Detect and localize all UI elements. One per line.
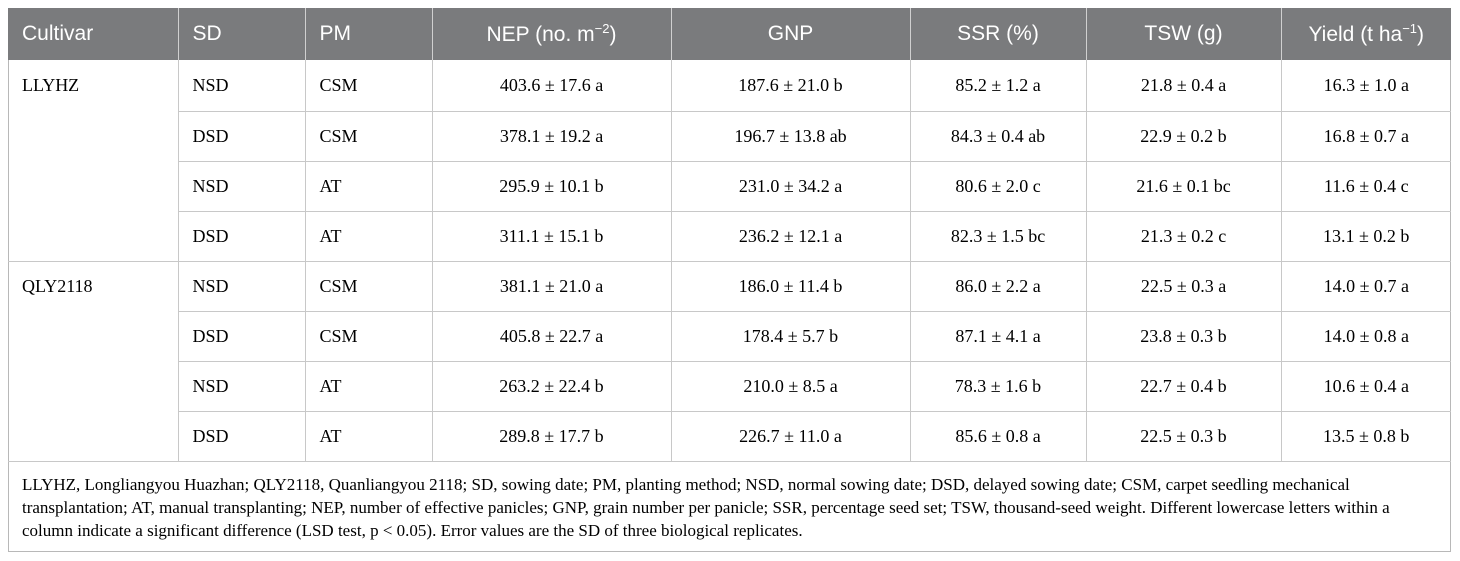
cell-cultivar [8, 361, 178, 411]
cell-nep: 263.2 ± 22.4 b [432, 361, 671, 411]
cell-tsw: 21.3 ± 0.2 c [1086, 211, 1281, 261]
cell-nep: 295.9 ± 10.1 b [432, 161, 671, 211]
cell-tsw: 21.6 ± 0.1 bc [1086, 161, 1281, 211]
cell-pm: AT [305, 411, 432, 461]
cell-sd: NSD [178, 60, 305, 111]
cell-sd: DSD [178, 311, 305, 361]
cell-yield: 14.0 ± 0.7 a [1281, 261, 1451, 311]
cell-ssr: 85.6 ± 0.8 a [910, 411, 1086, 461]
cell-gnp: 231.0 ± 34.2 a [671, 161, 910, 211]
cell-tsw: 22.5 ± 0.3 a [1086, 261, 1281, 311]
header-nep-sup: −2 [594, 21, 610, 36]
cell-pm: CSM [305, 261, 432, 311]
cell-tsw: 21.8 ± 0.4 a [1086, 60, 1281, 111]
cell-tsw: 23.8 ± 0.3 b [1086, 311, 1281, 361]
cell-cultivar: LLYHZ [22, 75, 80, 95]
cell-ssr: 86.0 ± 2.2 a [910, 261, 1086, 311]
cell-pm: AT [305, 161, 432, 211]
cell-gnp: 178.4 ± 5.7 b [671, 311, 910, 361]
cell-yield: 13.1 ± 0.2 b [1281, 211, 1451, 261]
cell-cultivar [8, 111, 178, 161]
header-ssr: SSR (%) [910, 8, 1086, 60]
cell-nep: 405.8 ± 22.7 a [432, 311, 671, 361]
header-yield [1281, 8, 1451, 60]
cell-nep: 381.1 ± 21.0 a [432, 261, 671, 311]
cell-pm: CSM [305, 60, 432, 111]
cell-ssr: 78.3 ± 1.6 b [910, 361, 1086, 411]
table-row [8, 211, 1451, 261]
cell-nep: 311.1 ± 15.1 b [432, 211, 671, 261]
cell-cultivar [8, 411, 178, 461]
table-footnote: LLYHZ, Longliangyou Huazhan; QLY2118, Quanliangyou 2118; SD, sowing date; PM, planting method; NSD, normal sowing date; DSD, delayed sowing date; CSM, carpet seedling mechanical transplantation; AT, manual transplanting; NEP, number of effective panicles; GNP, grain number per panicle; SSR, percentage seed set; TSW, thousand-seed weight. Different lowercase letters within a column indicate a significant difference (LSD test, p < 0.05). Error values are the SD of three biological replicates. [8, 461, 1451, 554]
cell-gnp: 187.6 ± 21.0 b [671, 60, 910, 111]
header-pm: PM [305, 8, 432, 60]
table-row [8, 261, 1451, 311]
cell-gnp: 236.2 ± 12.1 a [671, 211, 910, 261]
cell-pm: AT [305, 361, 432, 411]
table-row [8, 361, 1451, 411]
header-nep [432, 8, 671, 60]
cell-ssr: 82.3 ± 1.5 bc [910, 211, 1086, 261]
cell-sd: NSD [178, 261, 305, 311]
table-row [8, 311, 1451, 361]
cell-gnp: 196.7 ± 13.8 ab [671, 111, 910, 161]
cell-yield: 10.6 ± 0.4 a [1281, 361, 1451, 411]
table-row [8, 60, 1451, 111]
cell-nep: 289.8 ± 17.7 b [432, 411, 671, 461]
cell-yield: 16.3 ± 1.0 a [1281, 60, 1451, 111]
footnote-row [8, 461, 1451, 554]
header-row [8, 8, 1451, 60]
header-nep-text: NEP (no. m [486, 23, 595, 46]
header-nep-close: ) [609, 23, 617, 46]
header-sd: SD [178, 8, 305, 60]
data-table [8, 8, 1451, 554]
cell-pm: AT [305, 211, 432, 261]
table-row [8, 111, 1451, 161]
cell-cultivar [8, 211, 178, 261]
cell-cultivar [8, 311, 178, 361]
cell-tsw: 22.5 ± 0.3 b [1086, 411, 1281, 461]
cell-tsw: 22.7 ± 0.4 b [1086, 361, 1281, 411]
header-yield-sup: −1 [1402, 21, 1418, 36]
cell-gnp: 210.0 ± 8.5 a [671, 361, 910, 411]
cell-tsw: 22.9 ± 0.2 b [1086, 111, 1281, 161]
cell-sd: NSD [178, 361, 305, 411]
cell-sd: DSD [178, 111, 305, 161]
cell-yield: 14.0 ± 0.8 a [1281, 311, 1451, 361]
cell-sd: DSD [178, 211, 305, 261]
cell-ssr: 80.6 ± 2.0 c [910, 161, 1086, 211]
header-cultivar: Cultivar [22, 22, 94, 45]
cell-gnp: 186.0 ± 11.4 b [671, 261, 910, 311]
header-yield-text: Yield (t ha [1308, 23, 1403, 46]
cell-pm: CSM [305, 311, 432, 361]
cell-cultivar: QLY2118 [22, 275, 93, 296]
cell-sd: NSD [178, 161, 305, 211]
cell-sd: DSD [178, 411, 305, 461]
cell-nep: 378.1 ± 19.2 a [432, 111, 671, 161]
cell-gnp: 226.7 ± 11.0 a [671, 411, 910, 461]
cell-yield: 13.5 ± 0.8 b [1281, 411, 1451, 461]
cell-nep: 403.6 ± 17.6 a [432, 60, 671, 111]
table-row [8, 161, 1451, 211]
cell-ssr: 85.2 ± 1.2 a [910, 60, 1086, 111]
cell-pm: CSM [305, 111, 432, 161]
cell-ssr: 84.3 ± 0.4 ab [910, 111, 1086, 161]
table-row [8, 411, 1451, 461]
cell-cultivar [8, 161, 178, 211]
header-gnp: GNP [671, 8, 910, 60]
header-tsw: TSW (g) [1086, 8, 1281, 60]
cell-yield: 11.6 ± 0.4 c [1281, 161, 1451, 211]
header-yield-close: ) [1417, 23, 1425, 46]
cell-yield: 16.8 ± 0.7 a [1281, 111, 1451, 161]
cell-ssr: 87.1 ± 4.1 a [910, 311, 1086, 361]
